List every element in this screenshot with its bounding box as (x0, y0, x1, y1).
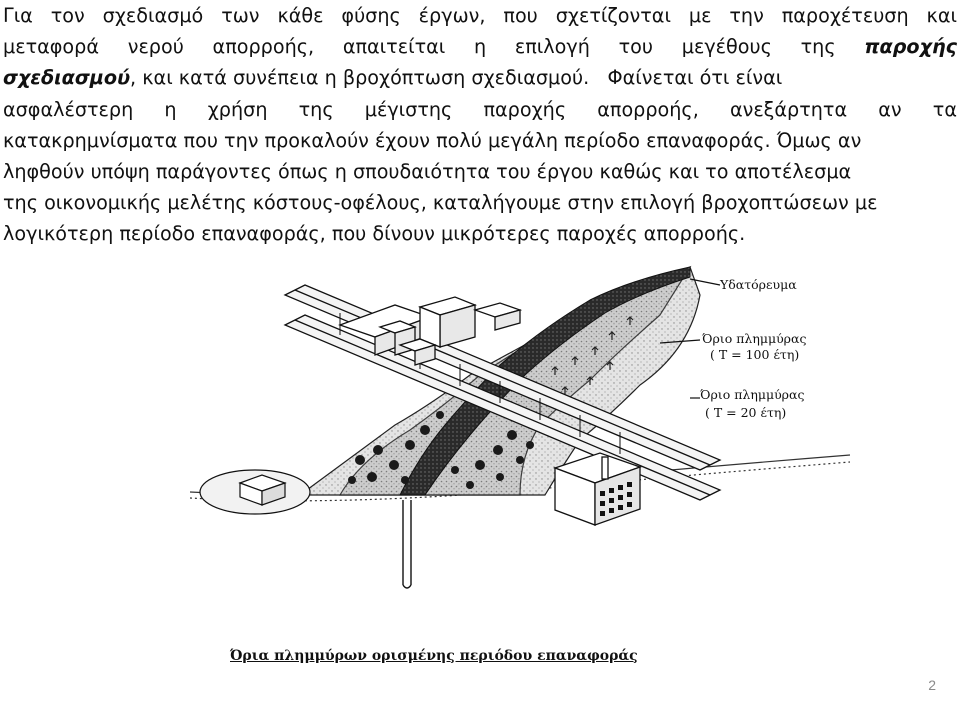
paragraph-line-5: κατακρημνίσματα που την προκαλούν έχουν πολύ μεγάλη περίοδο επαναφοράς. Όμως αν (3, 128, 862, 152)
paragraph-line-8: λογικότερη περίοδο επαναφοράς, που δίνουν μικρότερες παροχές απορροής. (3, 222, 746, 246)
flood-limits-diagram (0, 255, 960, 701)
page-number: 2 (928, 677, 936, 693)
label-flood-period-20: ( T = 20 έτη) (705, 405, 787, 420)
emphasis-design-flow-2: σχεδιασμού (3, 66, 131, 90)
body-paragraph (3, 0, 957, 250)
paragraph-line-3 (3, 62, 957, 93)
label-stream: Υδατόρευμα (720, 277, 797, 292)
paragraph-line-6: ληφθούν υπόψη παράγοντες όπως η σπουδαιότητα του έργου καθώς και το αποτέλεσμα (3, 159, 852, 183)
paragraph-line-2-text: μεταφορά νερού απορροής, απαιτείται η επιλογή του μεγέθους της (3, 35, 836, 59)
paragraph-line-2 (3, 31, 957, 62)
label-flood-limit-20: Όριο πλημμύρας (700, 387, 805, 402)
paragraph-line-1: Για τον σχεδιασμό των κάθε φύσης έργων, που σχετίζονται με την παροχέτευση και (3, 4, 957, 27)
paragraph-line-7: της οικονομικής μελέτης κόστους-οφέλους, καταλήγουμε στην επιλογή βροχοπτώσεων με (3, 191, 878, 215)
paragraph-line-4: ασφαλέστερη η χρήση της μέγιστης παροχής απορροής, ανεξάρτητα αν τα (3, 97, 957, 121)
label-flood-period-100: ( T = 100 έτη) (710, 347, 800, 362)
small-house (200, 470, 310, 514)
paragraph-line-3-text: , και κατά συνέπεια η βροχόπτωση σχεδιασμού. Φαίνεται ότι είναι (130, 66, 783, 90)
label-flood-limit-100: Όριο πλημμύρας (702, 331, 807, 346)
factory-building (555, 453, 640, 525)
emphasis-design-flow-1: παροχής (864, 35, 957, 59)
foundation-piles (403, 500, 411, 588)
figure-caption: Όρια πλημμύρων ορισμένης περιόδου επαναφοράς (230, 648, 638, 664)
